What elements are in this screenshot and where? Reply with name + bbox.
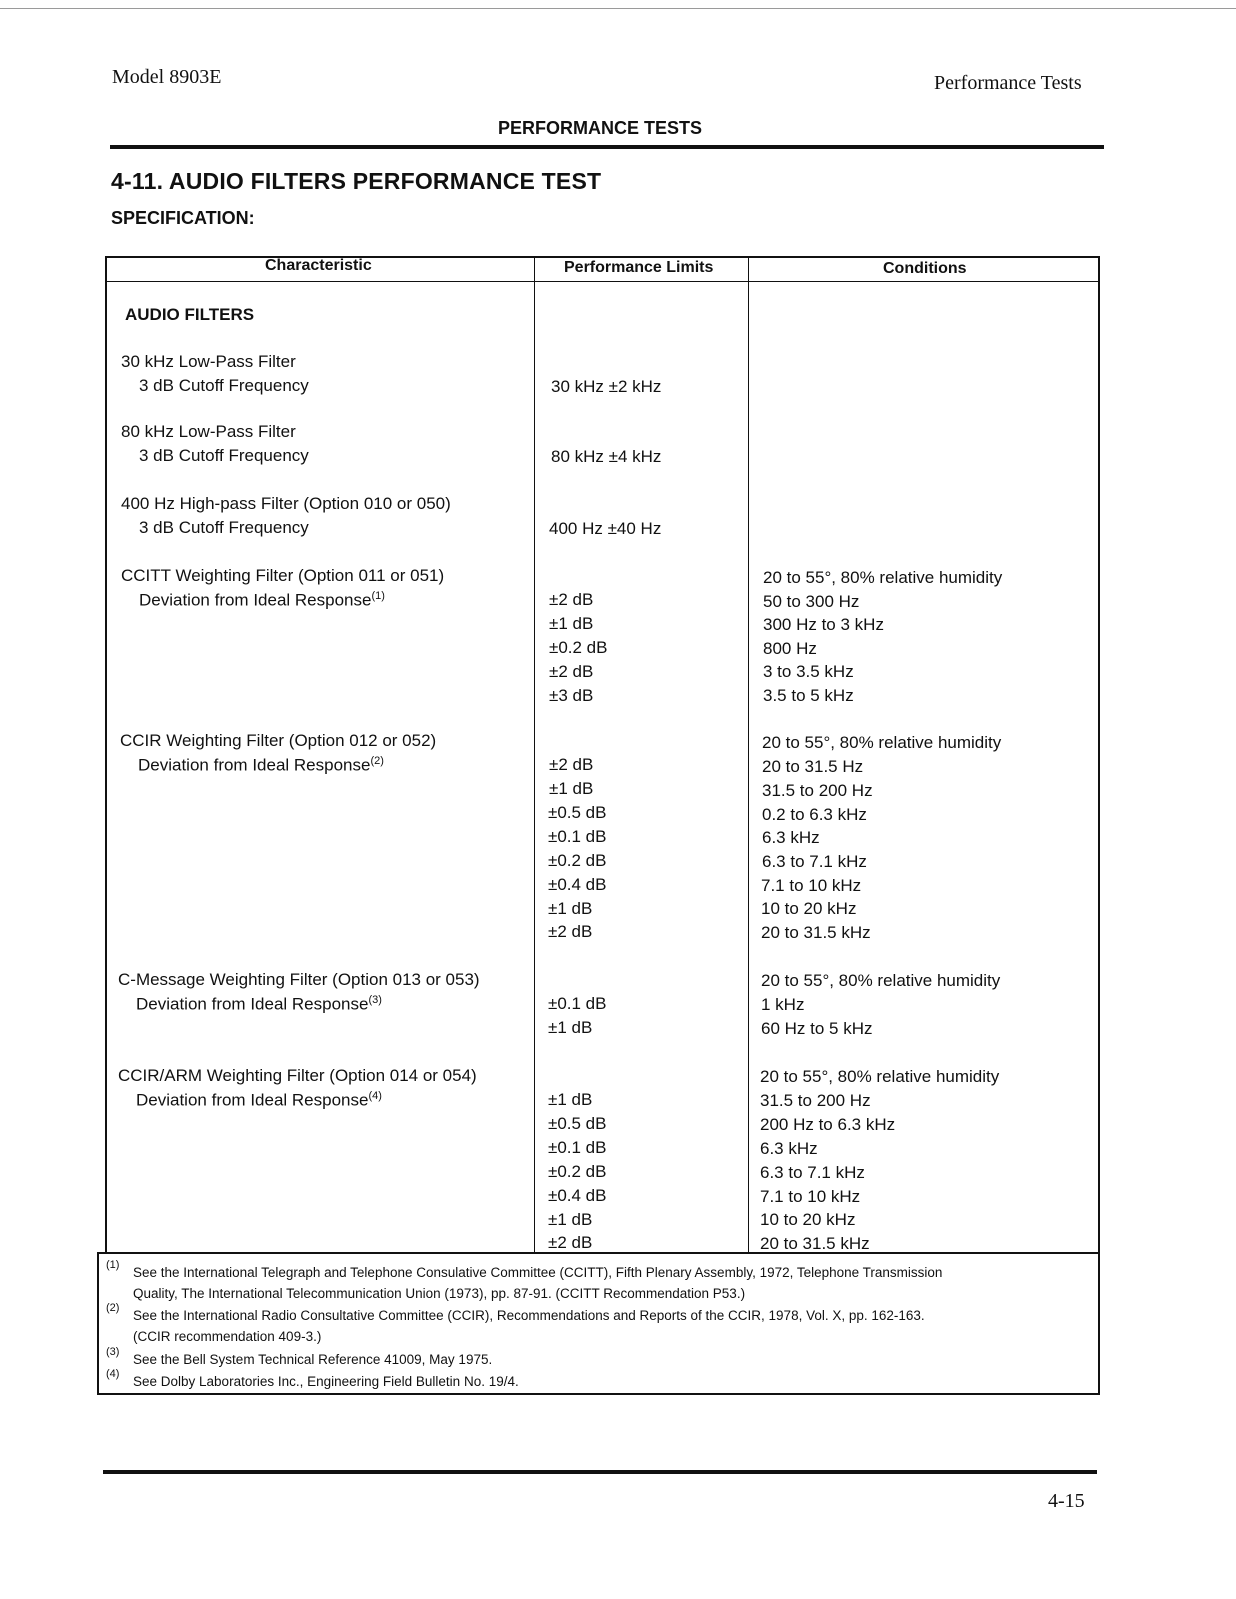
col-divider-2	[748, 256, 749, 1254]
row-ccitt-condition: 20 to 55°, 80% relative humidity	[763, 568, 1003, 587]
col-header-conditions: Conditions	[883, 260, 967, 277]
row-ccirarm-limit: ±0.5 dB	[548, 1114, 607, 1133]
row-cmessage-condition: 60 Hz to 5 kHz	[761, 1019, 873, 1038]
row-ccirarm-limit: ±0.4 dB	[548, 1186, 607, 1205]
row-ccirarm-limit: ±0.2 dB	[548, 1162, 607, 1181]
header-rule	[110, 145, 1104, 149]
row-ccirarm-condition: 20 to 31.5 kHz	[760, 1234, 870, 1253]
row-ccirarm-limit: ±0.1 dB	[548, 1138, 607, 1157]
row-ccir-limit: ±1 dB	[549, 779, 594, 798]
row-cmessage-limit: ±1 dB	[548, 1018, 593, 1037]
col-divider-1	[534, 256, 535, 1254]
row-ccirarm-condition: 6.3 kHz	[760, 1139, 818, 1158]
row-ccirarm-limit: ±2 dB	[548, 1233, 593, 1252]
row-ccir-limit: ±0.5 dB	[548, 803, 607, 822]
footer-rule	[103, 1470, 1097, 1474]
row-ccitt-limit: ±1 dB	[549, 614, 594, 633]
footnote-1-line-2: Quality, The International Telecommunication Union (1973), pp. 87-91. (CCITT Recommendation P53.)	[133, 1286, 746, 1301]
row-ccirarm-condition: 20 to 55°, 80% relative humidity	[760, 1067, 1000, 1086]
scan-edge-line	[0, 8, 1236, 9]
row-ccirarm-sub: Deviation from Ideal Response$^{(4)}$	[136, 1090, 382, 1110]
row-ccir-condition: 10 to 20 kHz	[761, 899, 857, 918]
row-ccirarm-condition: 7.1 to 10 kHz	[760, 1187, 861, 1206]
row-ccir-condition: 20 to 31.5 Hz	[762, 757, 864, 776]
row-ccitt-condition: 3.5 to 5 kHz	[763, 686, 854, 705]
footnote-2-line-1: See the International Radio Consultative Committee (CCIR), Recommendations and Reports of the CCIR, 1978, Vol. X, pp. 162-163.	[133, 1308, 925, 1323]
row-cmessage-sub: Deviation from Ideal Response$^{(3)}$	[136, 994, 382, 1014]
row-ccitt-limit: ±3 dB	[549, 686, 594, 705]
footnote-mark: (2)	[106, 1302, 120, 1314]
row-400hz-sub: 3 dB Cutoff Frequency	[139, 518, 309, 537]
row-ccir-condition: 20 to 55°, 80% relative humidity	[762, 733, 1002, 752]
row-ccirarm-condition: 200 Hz to 6.3 kHz	[760, 1115, 896, 1134]
row-ccir-condition: 0.2 to 6.3 kHz	[762, 805, 867, 824]
row-ccir-sub: Deviation from Ideal Response$^{(2)}$	[138, 755, 384, 775]
row-400hz-limit: 400 Hz ±40 Hz	[549, 519, 662, 538]
row-80k-limit: 80 kHz ±4 kHz	[551, 447, 662, 466]
row-cmessage-limit: ±0.1 dB	[548, 994, 607, 1013]
row-ccirarm-limit: ±1 dB	[548, 1210, 593, 1229]
row-ccir-condition: 6.3 to 7.1 kHz	[762, 852, 867, 871]
row-ccitt-condition: 3 to 3.5 kHz	[763, 662, 854, 681]
row-30k-title: 30 kHz Low-Pass Filter	[121, 352, 296, 371]
row-ccirarm-condition: 31.5 to 200 Hz	[760, 1091, 871, 1110]
row-ccir-limit: ±0.4 dB	[548, 875, 607, 894]
row-ccitt-limit: ±2 dB	[549, 662, 594, 681]
row-ccitt-condition: 50 to 300 Hz	[763, 592, 860, 611]
footnote-mark: (1)	[106, 1259, 120, 1271]
header-row-divider	[105, 281, 1100, 282]
row-30k-limit: 30 kHz ±2 kHz	[551, 377, 662, 396]
footnote-2-line-2: (CCIR recommendation 409-3.)	[133, 1329, 322, 1344]
footnote-mark: (4)	[106, 1368, 120, 1380]
section-title: PERFORMANCE TESTS	[498, 118, 703, 138]
row-ccitt-sub: Deviation from Ideal Response$^{(1)}$	[139, 590, 385, 610]
row-ccitt-title: CCITT Weighting Filter (Option 011 or 051)	[121, 566, 445, 585]
row-cmessage-condition: 1 kHz	[761, 995, 805, 1014]
row-ccir-condition: 6.3 kHz	[762, 828, 820, 847]
group-title: AUDIO FILTERS	[125, 305, 255, 324]
row-ccitt-limit: ±2 dB	[549, 590, 594, 609]
row-ccir-condition: 7.1 to 10 kHz	[761, 876, 862, 895]
row-ccirarm-condition: 10 to 20 kHz	[760, 1210, 856, 1229]
row-ccir-limit: ±2 dB	[549, 755, 594, 774]
row-ccir-limit: ±0.2 dB	[548, 851, 607, 870]
row-ccir-condition: 20 to 31.5 kHz	[761, 923, 871, 942]
row-ccitt-condition: 300 Hz to 3 kHz	[763, 615, 884, 634]
row-cmessage-title: C-Message Weighting Filter (Option 013 or 053)	[118, 970, 480, 989]
page-heading: 4-11. AUDIO FILTERS PERFORMANCE TEST	[111, 168, 602, 194]
row-ccir-title: CCIR Weighting Filter (Option 012 or 052)	[120, 731, 437, 750]
row-80k-title: 80 kHz Low-Pass Filter	[121, 422, 296, 441]
row-ccir-condition: 31.5 to 200 Hz	[762, 781, 873, 800]
col-header-limits: Performance Limits	[564, 259, 714, 276]
footnote-3-line-1: See the Bell System Technical Reference 41009, May 1975.	[133, 1352, 493, 1367]
spec-label: SPECIFICATION:	[111, 208, 255, 228]
row-80k-sub: 3 dB Cutoff Frequency	[139, 446, 309, 465]
row-400hz-title: 400 Hz High-pass Filter (Option 010 or 050)	[121, 494, 451, 513]
footnote-4-line-1: See Dolby Laboratories Inc., Engineering Field Bulletin No. 19/4.	[133, 1374, 519, 1389]
page-number: 4-15	[1048, 1490, 1085, 1512]
header-section: Performance Tests	[934, 72, 1082, 94]
footnote-1-line-1: See the International Telegraph and Telephone Consulative Committee (CCITT), Fifth Plenary Assembly, 1972, Telephone Transmission	[133, 1265, 943, 1280]
row-ccir-limit: ±2 dB	[548, 922, 593, 941]
row-ccirarm-title: CCIR/ARM Weighting Filter (Option 014 or 054)	[118, 1066, 477, 1085]
row-cmessage-condition: 20 to 55°, 80% relative humidity	[761, 971, 1001, 990]
row-ccitt-condition: 800 Hz	[763, 639, 817, 658]
row-ccirarm-limit: ±1 dB	[548, 1090, 593, 1109]
row-ccirarm-condition: 6.3 to 7.1 kHz	[760, 1163, 865, 1182]
row-ccir-limit: ±0.1 dB	[548, 827, 607, 846]
footnote-mark: (3)	[106, 1346, 120, 1358]
header-model: Model 8903E	[112, 66, 222, 88]
col-header-characteristic: Characteristic	[265, 257, 372, 274]
row-ccir-limit: ±1 dB	[548, 899, 593, 918]
row-30k-sub: 3 dB Cutoff Frequency	[139, 376, 309, 395]
row-ccitt-limit: ±0.2 dB	[549, 638, 608, 657]
